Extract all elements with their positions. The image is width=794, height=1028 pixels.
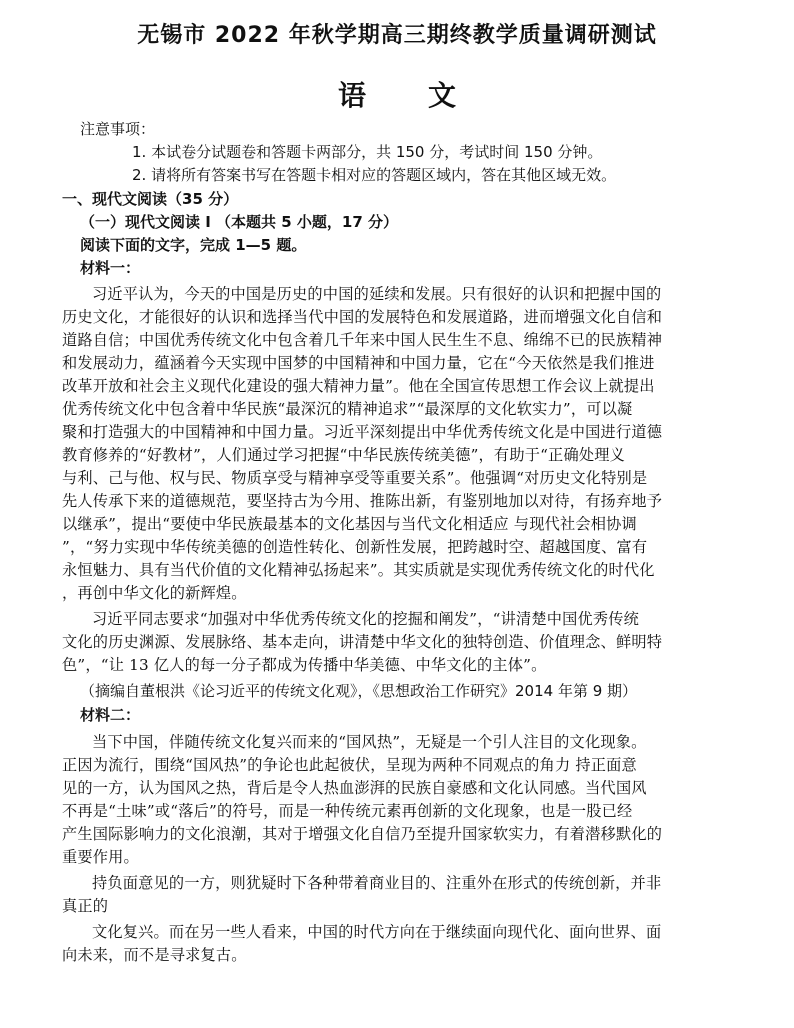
paragraph-line: 持负面意见的一方，则犹疑时下各种带着商业目的、注重外在形式的传统创新，并非 <box>92 874 662 892</box>
section-title: 一、现代文阅读（35 分） <box>62 190 239 208</box>
paragraph-line: 改革开放和社会主义现代化建设的强大精神力量”。他在全国宣传思想工作会议上就提出 <box>62 377 655 395</box>
paragraph-line: 不再是“土味”或“落后”的符号，而是一种传统元素再创新的文化现象，也是一股已经 <box>62 802 633 820</box>
exam-title: 无锡市 2022 年秋学期高三期终教学质量调研测试 <box>137 23 657 48</box>
notes-item-2: 2. 请将所有答案书写在答题卡相对应的答题区域内，答在其他区域无效。 <box>132 166 617 184</box>
paragraph-line: 教育修养的“好教材”，人们通过学习把握“中华民族传统美德”，有助于“正确处理义 <box>62 446 625 464</box>
notes-item-1: 1. 本试卷分试题卷和答题卡两部分，共 150 分，考试时间 150 分钟。 <box>132 143 603 161</box>
paragraph-line: 聚和打造强大的中国精神和中国力量。习近平深刻提出中华优秀传统文化是中国进行道德 <box>62 423 663 441</box>
paragraph-line: 先人传承下来的道德规范，要坚持古为今用、推陈出新，有鉴别地加以对待，有扬弃地予 <box>62 492 663 510</box>
paragraph-line: 见的一方，认为国风之热，背后是令人热血澎湃的民族自豪感和文化认同感。当代国风 <box>62 779 647 797</box>
paragraph-line: 正因为流行，围绕“国风热”的争论也此起彼伏，呈现为两种不同观点的角力 持正面意 <box>62 756 637 774</box>
paragraph-line: 习近平同志要求“加强对中华优秀传统文化的挖掘和阐发”，“讲清楚中国优秀传统 <box>92 610 640 628</box>
paragraph-line: ”，“努力实现中华传统美德的创造性转化、创新性发展，把跨越时空、超越国度、富有 <box>62 538 648 556</box>
paragraph-line: 以继承”，提出“要使中华民族最基本的文化基因与当代文化相适应 与现代社会相协调 <box>62 515 637 533</box>
paragraph-line: 文化复兴。而在另一些人看来，中国的时代方向在于继续面向现代化、面向世界、面 <box>92 923 662 941</box>
subject-title: 语文 <box>337 79 518 112</box>
paragraph-line: 重要作用。 <box>62 848 139 866</box>
paragraph-line: 和发展动力，蕴涵着今天实现中国梦的中国精神和中国力量，它在“今天依然是我们推进 <box>62 354 655 372</box>
material-2-label: 材料二： <box>80 706 141 724</box>
paragraph-line: 与利、己与他、权与民、物质享受与精神享受等重要关系”。他强调“对历史文化特别是 <box>62 469 648 487</box>
paragraph-line: 色”，“让 13 亿人的每一分子都成为传播中华美德、中华文化的主体”。 <box>62 656 547 674</box>
paragraph-line: 真正的 <box>62 897 109 915</box>
paragraph-line: 永恒魅力、具有当代价值的文化精神弘扬起来”。其实质就是实现优秀传统文化的时代化 <box>62 561 655 579</box>
notes-heading: 注意事项： <box>80 120 156 138</box>
paragraph-line: 优秀传统文化中包含着中华民族“最深沉的精神追求”“最深厚的文化软实力”，可以凝 <box>62 400 633 418</box>
paragraph-line: 当下中国，伴随传统文化复兴而来的“国风热”，无疑是一个引人注目的文化现象。 <box>92 733 647 751</box>
subsection-title: （一）现代文阅读 I （本题共 5 小题，17 分） <box>80 213 399 231</box>
paragraph-line: 习近平认为，今天的中国是历史的中国的延续和发展。只有很好的认识和把握中国的 <box>92 285 662 303</box>
paragraph-line: ，再创中华文化的新辉煌。 <box>62 584 247 602</box>
paragraph-line: 产生国际影响力的文化浪潮，其对于增强文化自信乃至提升国家软实力，有着潜移默化的 <box>62 825 663 843</box>
material-1-source: （摘编自董根洪《论习近平的传统文化观》，《思想政治工作研究》2014 年第 9 期） <box>80 682 638 700</box>
material-1-label: 材料一： <box>80 259 141 277</box>
paragraph-line: 文化的历史渊源、发展脉络、基本走向，讲清楚中华文化的独特创造、价值理念、鲜明特 <box>62 633 663 651</box>
paragraph-line: 向未来，而不是寻求复古。 <box>62 946 247 964</box>
reading-instruction: 阅读下面的文字，完成 1—5 题。 <box>80 236 307 254</box>
paragraph-line: 历史文化，才能很好的认识和选择当代中国的发展特色和发展道路，进而增强文化自信和 <box>62 308 663 326</box>
paragraph-line: 道路自信；中国优秀传统文化中包含着几千年来中国人民生生不息、绵绵不已的民族精神 <box>62 331 663 349</box>
